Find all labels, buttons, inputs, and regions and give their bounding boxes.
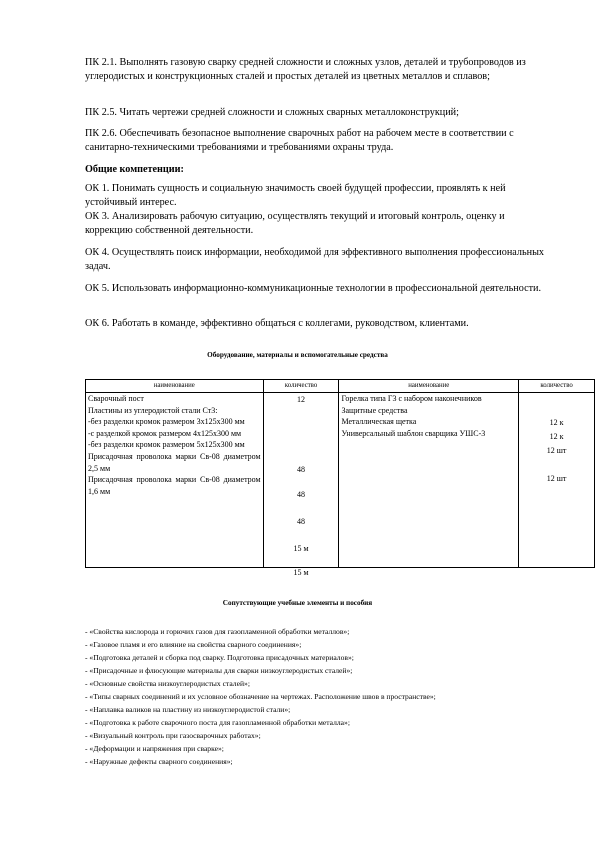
item-plates-5mm: -без разделки кромок размером 5х125х300 мм (88, 440, 245, 450)
item-protective-gear: Защитные средства (341, 405, 408, 415)
pk-2-6-paragraph: ПК 2.6. Обеспечивать безопасное выполнение сварочных работ на рабочем месте в соответствии с санитарно-техническими требованиями и требованиями охраны труда. (85, 128, 514, 153)
qty-wire-1-6: 15 м (293, 568, 309, 577)
equipment-table (85, 379, 595, 577)
list-item: - «Деформации и напряжения при сварке»; (85, 744, 224, 753)
list-item: - «Визуальный контроль при газосварочных работах»; (85, 731, 261, 740)
list-item: - «Газовое пламя и его влияние на свойства сварного соединения»; (85, 640, 302, 649)
list-item: - «Типы сварных соединений и их условное обозначение на чертежах. Расположение швов в пространстве»; (85, 692, 436, 701)
list-item: - «Подготовка к работе сварочного поста для газопламенной обработки металла»; (85, 718, 350, 727)
qty-torch: 12 к (549, 418, 564, 427)
item-template: Универсальный шаблон сварщика УШС-3 (341, 428, 486, 438)
list-item: - «Основные свойства низкоуглеродистых сталей»; (85, 679, 250, 688)
item-welding-post: Сварочный пост (88, 394, 144, 403)
header-name-left: наименование (86, 380, 264, 393)
qty-plates-4mm: 48 (297, 490, 306, 499)
qty-welding-post: 12 (297, 395, 306, 404)
right-quantity-cell (519, 393, 595, 568)
item-wire-brush: Металлическая щетка (341, 417, 417, 427)
item-plates-3mm: -без разделки кромок размером 3х125х300 мм (88, 417, 245, 427)
list-item: - «Наружные дефекты сварного соединения»; (85, 757, 233, 766)
header-qty-right: количество (519, 380, 595, 393)
aids-heading: Сопутствующие учебные элементы и пособия (222, 599, 373, 607)
header-qty-left: количество (263, 380, 339, 393)
qty-plates-3mm: 48 (297, 465, 306, 474)
table-row (86, 393, 595, 568)
item-wire-2-5: Присадочная проволока марки Св-08 диаметром 2,5 мм (88, 451, 261, 473)
item-steel-plates: Пластины из углеродистой стали Ст3: (88, 405, 218, 415)
qty-plates-5mm: 48 (297, 517, 306, 526)
qty-protective-gear: 12 к (549, 432, 564, 441)
item-plates-4mm: -с разделкой кромок размером 4х125х300 мм (88, 428, 242, 438)
pk-2-5-paragraph: ПК 2.5. Читать чертежи средней сложности и сложных сварных металлоконструкций; (85, 107, 459, 118)
pk-2-1-paragraph: ПК 2.1. Выполнять газовую сварку средней сложности и сложных узлов, деталей и трубопроводов из углеродистых и конструкционных сталей и простых деталей из цветных металлов и сплавов; (85, 57, 526, 82)
list-item: - «Свойства кислорода и горючих газов для газопламенной обработки металлов»; (85, 627, 350, 636)
left-quantity-cell (263, 393, 339, 577)
qty-wire-2-5: 15 м (293, 544, 309, 553)
ok-5-paragraph: ОК 5. Использовать информационно-коммуникационные технологии в профессиональной деятельности. (85, 283, 542, 294)
qty-template: 12 шт (546, 474, 567, 483)
list-item: - «Наплавка валиков на пластину из низкоуглеродистой стали»; (85, 705, 291, 714)
right-items-cell (339, 393, 519, 568)
ok-4-paragraph: ОК 4. Осуществлять поиск информации, необходимой для эффективного выполнения профессиональных задач. (85, 247, 545, 272)
list-item: - «Присадочные и флюсующие материалы для сварки низкоуглеродистых сталей»; (85, 666, 353, 675)
general-competencies-heading: Общие компетенции: (85, 164, 184, 175)
ok-1-paragraph: ОК 1. Понимать сущность и социальную значимость своей будущей профессии, проявлять к ней устойчивый интерес. (85, 183, 506, 208)
aids-list (85, 625, 555, 768)
item-torch: Горелка типа Г3 с набором наконечников (341, 394, 482, 403)
item-wire-1-6: Присадочная проволока марки Св-08 диаметром 1,6 мм (88, 475, 261, 496)
table-header-row (86, 380, 595, 393)
equipment-heading: Оборудование, материалы и вспомогательные средства (207, 351, 388, 359)
list-item: - «Подготовка деталей и сборка под сварку. Подготовка присадочных материалов»; (85, 653, 354, 662)
left-items-cell (86, 393, 264, 568)
ok-3-paragraph: ОК 3. Анализировать рабочую ситуацию, осуществлять текущий и итоговый контроль, оценку и коррекцию собственной деятельности. (85, 211, 505, 236)
qty-wire-brush: 12 шт (546, 446, 567, 455)
header-name-right: наименование (339, 380, 519, 393)
ok-6-paragraph: ОК 6. Работать в команде, эффективно общаться с коллегами, руководством, клиентами. (85, 318, 469, 329)
